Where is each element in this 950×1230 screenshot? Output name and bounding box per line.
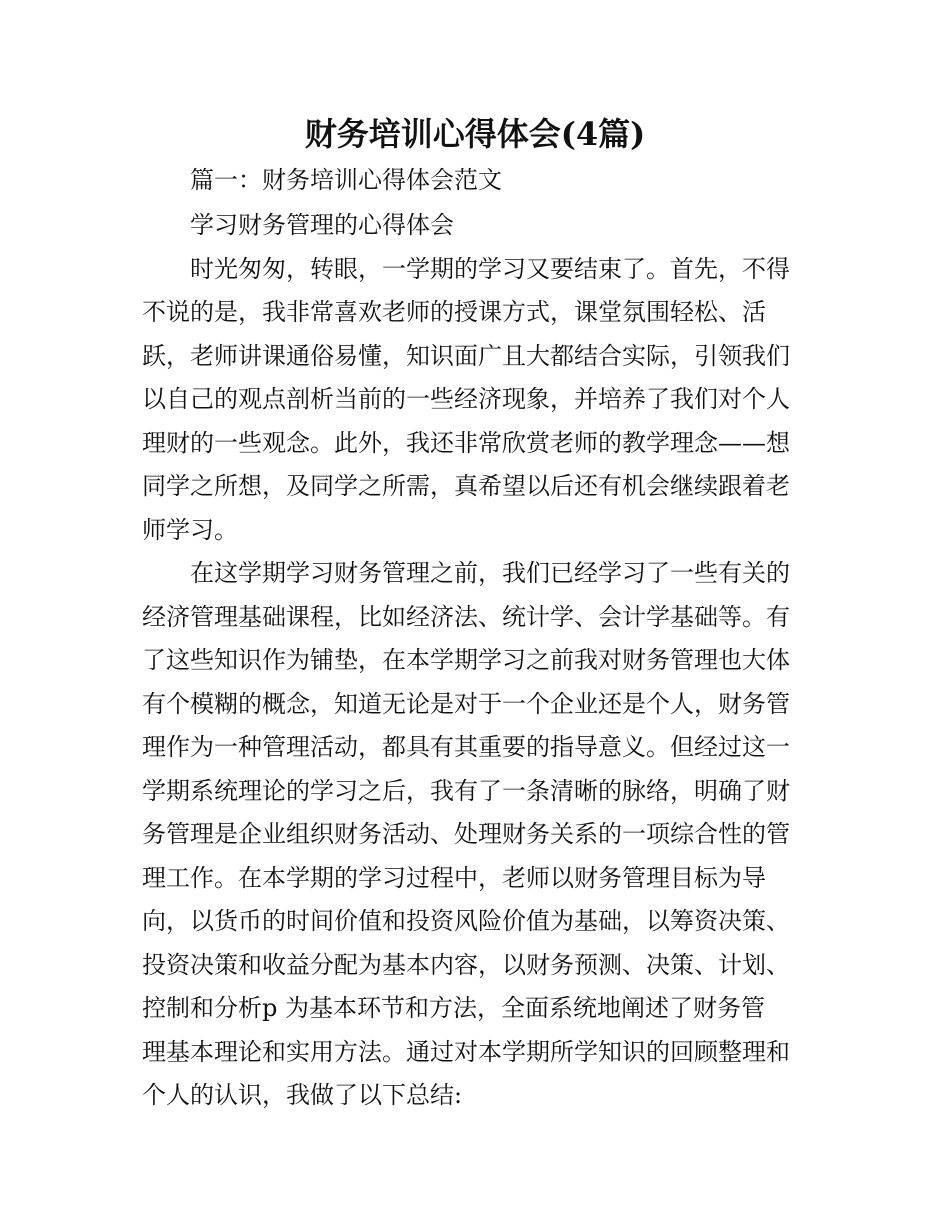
paragraph-line: 在这学期学习财务管理之前，我们已经学习了一些有关的 <box>190 559 790 587</box>
paragraph-line: 理基本理论和实用方法。通过对本学期所学知识的回顾整理和 <box>142 1038 790 1066</box>
paragraph-line: 同学之所想，及同学之所需，真希望以后还有机会继续跟着老 <box>142 472 790 500</box>
paragraph-line: 理工作。在本学期的学习过程中，老师以财务管理目标为导 <box>142 864 766 892</box>
paragraph-line: 务管理是企业组织财务活动、处理财务关系的一项综合性的管 <box>142 820 790 848</box>
section-heading: 篇一：财务培训心得体会范文 <box>190 166 502 194</box>
paragraph-line: 理作为一种管理活动，都具有其重要的指导意义。但经过这一 <box>142 733 790 761</box>
paragraph-line: 跃，老师讲课通俗易懂，知识面广且大都结合实际，引领我们 <box>142 342 790 370</box>
paragraph-line: 向，以货币的时间价值和投资风险价值为基础，以筹资决策、 <box>142 907 790 935</box>
paragraph-line: 有个模糊的概念，知道无论是对于一个企业还是个人，财务管 <box>142 690 790 718</box>
paragraph-line: 师学习。 <box>142 516 238 544</box>
paragraph-line: 以自己的观点剖析当前的一些经济现象，并培养了我们对个人 <box>142 385 790 413</box>
paragraph-line: 经济管理基础课程，比如经济法、统计学、会计学基础等。有 <box>142 603 790 631</box>
paragraph-line: 学期系统理论的学习之后，我有了一条清晰的脉络，明确了财 <box>142 777 790 805</box>
document-title: 财务培训心得体会(4篇) <box>304 115 646 153</box>
paragraph-line: 控制和分析p 为基本环节和方法，全面系统地阐述了财务管 <box>142 994 765 1022</box>
paragraph-line: 个人的认识，我做了以下总结: <box>142 1081 463 1109</box>
paragraph-line: 不说的是，我非常喜欢老师的授课方式，课堂氛围轻松、活 <box>142 298 766 326</box>
paragraph-line: 了这些知识作为铺垫，在本学期学习之前我对财务管理也大体 <box>142 646 790 674</box>
paragraph-line: 理财的一些观念。此外，我还非常欣赏老师的教学理念——想 <box>142 429 790 457</box>
paragraph-line: 投资决策和收益分配为基本内容，以财务预测、决策、计划、 <box>142 951 790 979</box>
paragraph-line: 时光匆匆，转眼，一学期的学习又要结束了。首先，不得 <box>190 255 790 283</box>
subheading: 学习财务管理的心得体会 <box>190 211 454 239</box>
